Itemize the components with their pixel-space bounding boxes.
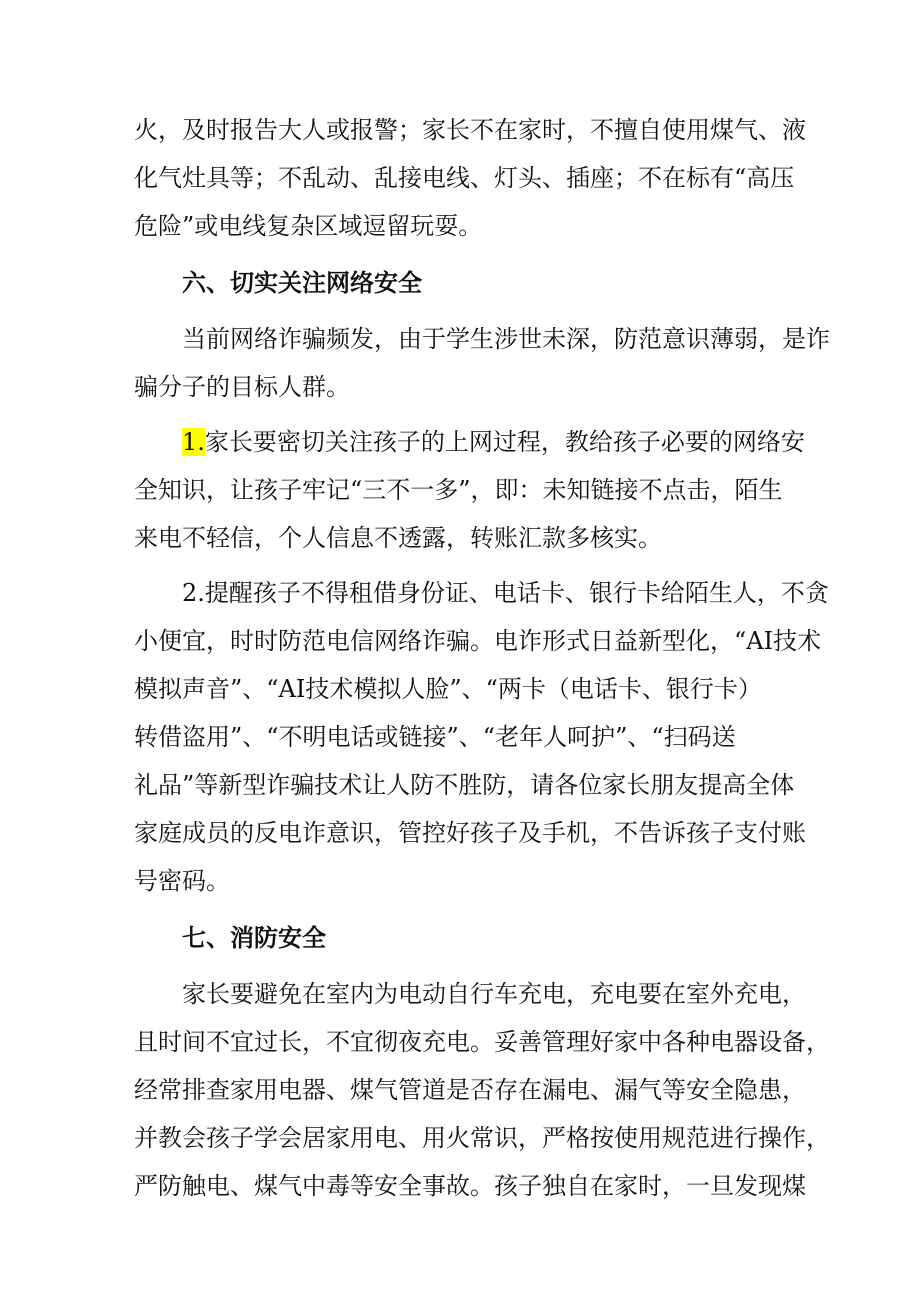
text-line: 模拟声音”、“AI技术模拟人脸”、“两卡（电话卡、银行卡） [134,675,762,703]
text-line: 2.提醒孩子不得租借身份证、电话卡、银行卡给陌生人，不贪 [182,579,829,607]
text-line [134,418,805,466]
document-body [134,106,830,1217]
text-line: 家长要避免在室内为电动自行车充电，充电要在室外充电， [182,980,806,1008]
text-line: 化气灶具等；不乱动、乱接电线、灯头、插座；不在标有“高压 [134,164,795,192]
text-line: 并教会孩子学会居家用电、用火常识，严格按使用规范进行操作， [134,1124,830,1152]
text-line: 火，及时报告大人或报警；家长不在家时，不擅自使用煤气、液 [134,116,806,144]
text-line: 骗分子的目标人群。 [134,373,350,401]
paragraph-intro [134,106,806,250]
text-line: 危险”或电线复杂区域逗留玩耍。 [134,212,483,240]
text-line: 严防触电、煤气中毒等安全事故。孩子独自在家时，一旦发现煤 [134,1172,806,1200]
text-line: 且时间不宜过长，不宜彻夜充电。妥善管理好家中各种电器设备， [134,1028,830,1056]
text-line: 经常排查家用电器、煤气管道是否存在漏电、漏气等安全隐患， [134,1076,806,1104]
text-line: 号密码。 [134,867,230,895]
list-item-2 [134,569,829,905]
text-line: 转借盗用”、“不明电话或链接”、“老年人呵护”、“扫码送 [134,723,736,751]
paragraph-fire-safety [134,970,830,1210]
list-item-1 [134,418,805,562]
item-text: 家长要密切关注孩子的上网过程，教给孩子必要的网络安 [204,428,805,456]
text-line: 来电不轻信，个人信息不透露，转账汇款多核实。 [134,524,662,552]
text-line: 全知识，让孩子牢记“三不一多”，即：未知链接不点击，陌生 [134,476,783,504]
text-line: 小便宜，时时防范电信网络诈骗。电诈形式日益新型化，“AI技术 [134,627,822,655]
text-line: 家庭成员的反电诈意识，管控好孩子及手机，不告诉孩子支付账 [134,819,806,847]
item-number-highlight: 1. [182,428,205,456]
section-heading-seven: 七、消防安全 [182,924,326,952]
section-heading-six: 六、切实关注网络安全 [182,269,422,297]
text-line: 当前网络诈骗频发，由于学生涉世未深，防范意识薄弱，是诈 [182,325,830,353]
paragraph-network-fraud [134,315,830,411]
text-line: 礼品”等新型诈骗技术让人防不胜防，请各位家长朋友提高全体 [134,771,795,799]
